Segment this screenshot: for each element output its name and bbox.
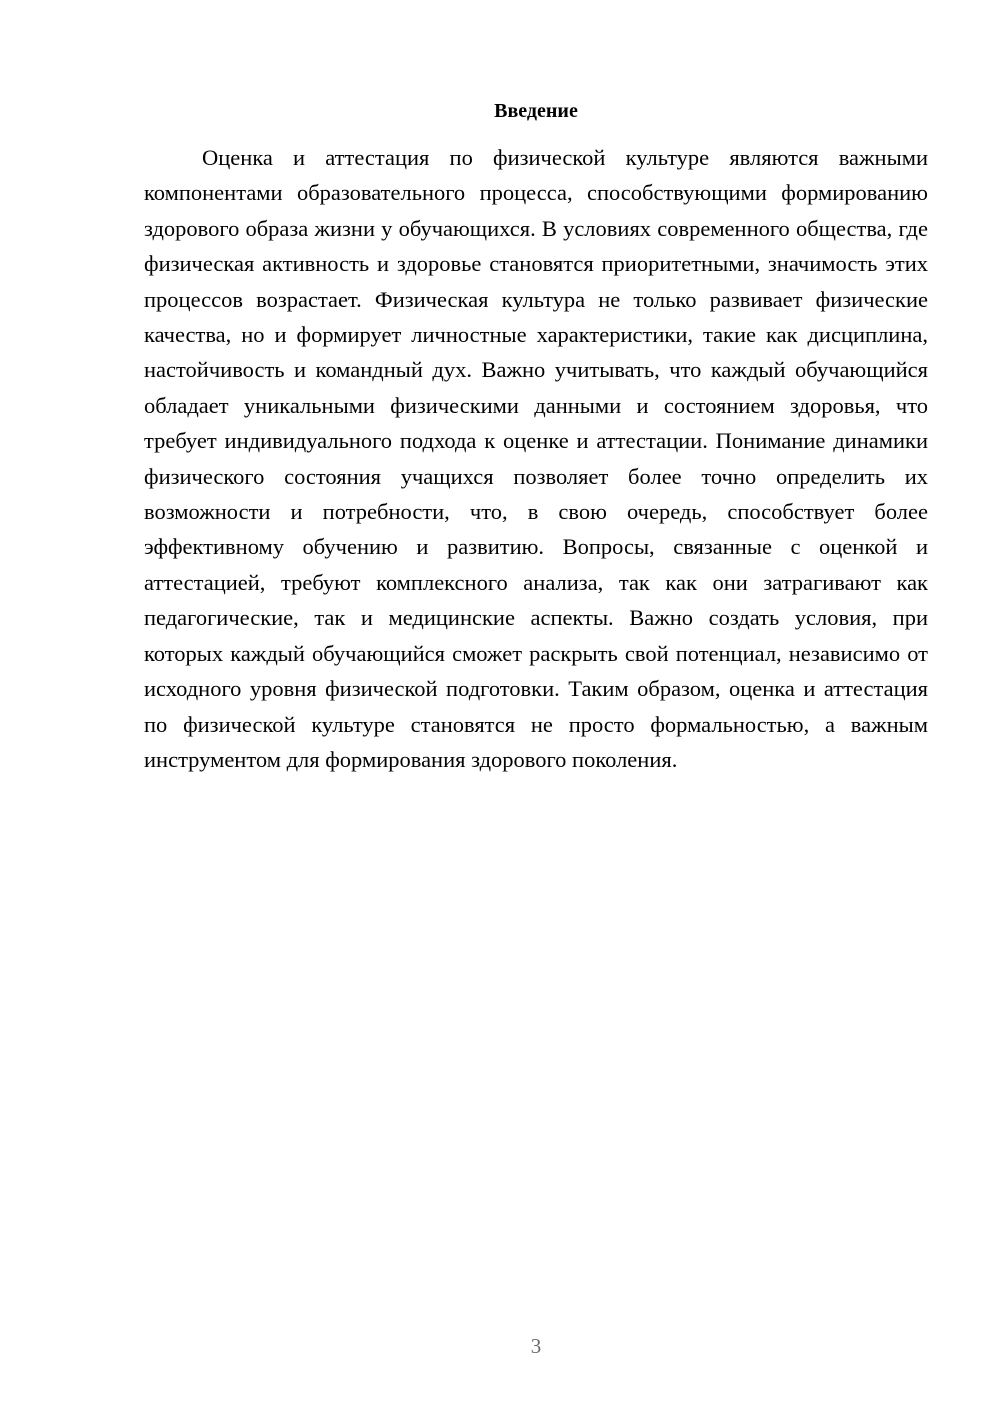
intro-paragraph: Оценка и аттестация по физической культуре являются важными компонентами образовательного процесса, способствующими формированию здорового образа жизни у обучающихся. В условиях современного общества, где физическая активность и здоровье становятся приоритетными, значимость этих процессов возрастает. Физическая культура не только развивает физические качества, но и формирует личностные характеристики, такие как дисциплина, настойчивость и командный дух. Важно учитывать, что каждый обучающийся обладает уникальными физическими данными и состоянием здоровья, что требует индивидуального подхода к оценке и аттестации. Понимание динамики физического состояния учащихся позволяет более точно определить их возможности и потребности, что, в свою очередь, способствует более эффективному обучению и развитию. Вопросы, связанные с оценкой и аттестацией, требуют комплексного анализа, так как они затрагивают как педагогические, так и медицинские аспекты. Важно создать условия, при которых каждый обучающийся сможет раскрыть свой потенциал, независимо от исходного уровня физической подготовки. Таким образом, оценка и аттестация по физической культуре становятся не просто формальностью, а важным инструментом для формирования здорового поколения. [144,145,928,772]
section-heading: Введение [494,100,578,122]
page-number: 3 [530,1334,542,1358]
